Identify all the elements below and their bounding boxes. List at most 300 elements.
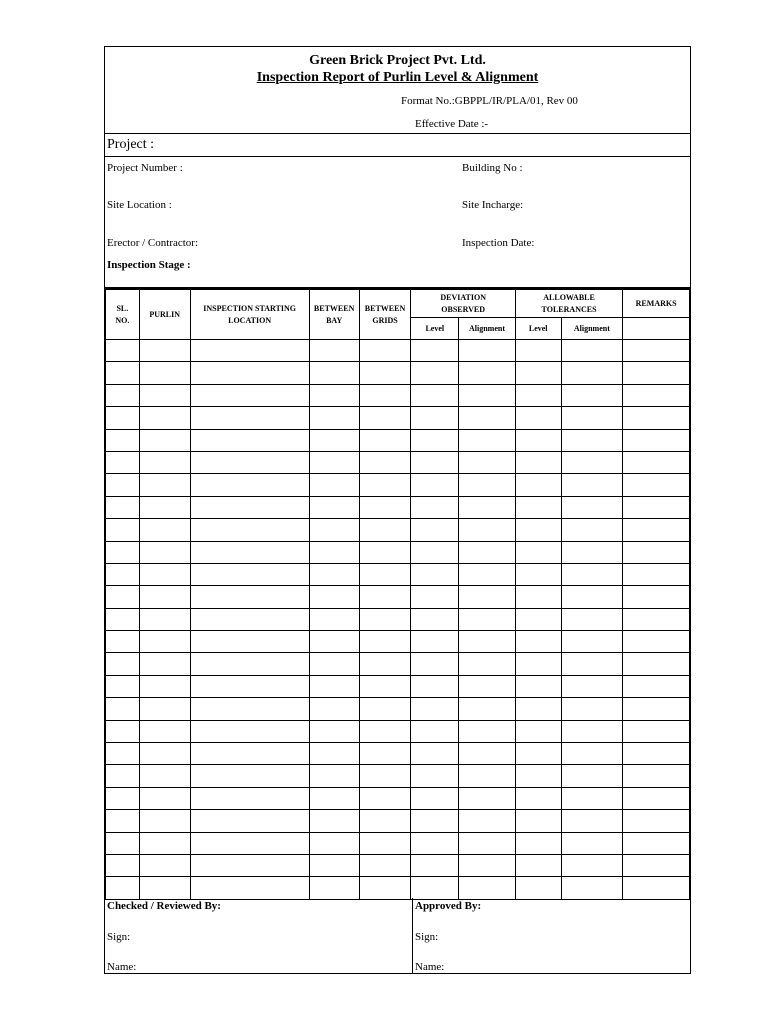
table-cell[interactable]: [561, 877, 623, 899]
table-cell[interactable]: [190, 832, 309, 854]
table-cell[interactable]: [139, 810, 190, 832]
table-cell[interactable]: [309, 519, 359, 541]
table-cell[interactable]: [359, 608, 411, 630]
table-cell[interactable]: [623, 765, 690, 787]
site-location-field[interactable]: Site Location :: [107, 199, 172, 211]
table-cell[interactable]: [359, 384, 411, 406]
table-cell[interactable]: [139, 429, 190, 451]
table-cell[interactable]: [190, 451, 309, 473]
table-cell[interactable]: [411, 653, 459, 675]
table-cell[interactable]: [561, 743, 623, 765]
table-cell[interactable]: [190, 362, 309, 384]
header-allowable-tolerances: ALLOWABLE TOLERANCES: [515, 290, 622, 318]
table-cell[interactable]: [139, 608, 190, 630]
table-cell[interactable]: [106, 340, 140, 362]
building-no-field[interactable]: Building No :: [462, 162, 523, 174]
table-cell[interactable]: [411, 384, 459, 406]
table-cell[interactable]: [309, 451, 359, 473]
table-cell[interactable]: [411, 765, 459, 787]
table-cell[interactable]: [106, 765, 140, 787]
table-cell[interactable]: [190, 474, 309, 496]
table-cell[interactable]: [309, 563, 359, 585]
table-row: [106, 653, 690, 675]
table-row: [106, 541, 690, 563]
table-row: [106, 631, 690, 653]
table-cell[interactable]: [459, 563, 516, 585]
table-cell[interactable]: [459, 832, 516, 854]
table-cell[interactable]: [190, 384, 309, 406]
table-cell[interactable]: [561, 384, 623, 406]
table-cell[interactable]: [106, 675, 140, 697]
table-cell[interactable]: [515, 563, 561, 585]
table-cell[interactable]: [411, 563, 459, 585]
table-row: [106, 810, 690, 832]
table-cell[interactable]: [515, 810, 561, 832]
table-cell[interactable]: [411, 586, 459, 608]
table-cell[interactable]: [106, 563, 140, 585]
table-cell[interactable]: [106, 854, 140, 876]
table-row: [106, 787, 690, 809]
table-cell[interactable]: [359, 563, 411, 585]
table-cell[interactable]: [459, 854, 516, 876]
header-remarks: REMARKS: [623, 290, 690, 318]
table-cell[interactable]: [106, 451, 140, 473]
erector-contractor-field[interactable]: Erector / Contractor:: [107, 237, 199, 249]
table-cell[interactable]: [359, 429, 411, 451]
table-cell[interactable]: [561, 765, 623, 787]
header-deviation-observed: DEVIATION OBSERVED: [411, 290, 515, 318]
table-cell[interactable]: [515, 429, 561, 451]
table-cell[interactable]: [106, 631, 140, 653]
table-cell[interactable]: [359, 451, 411, 473]
table-cell[interactable]: [139, 720, 190, 742]
table-cell[interactable]: [309, 698, 359, 720]
table-cell[interactable]: [139, 541, 190, 563]
table-cell[interactable]: [561, 586, 623, 608]
header-deviation-alignment: Alignment: [459, 318, 516, 340]
table-cell[interactable]: [623, 698, 690, 720]
header-remarks-sub: [623, 318, 690, 340]
table-cell[interactable]: [623, 451, 690, 473]
table-cell[interactable]: [411, 407, 459, 429]
table-cell[interactable]: [106, 362, 140, 384]
table-cell[interactable]: [561, 675, 623, 697]
table-cell[interactable]: [359, 832, 411, 854]
table-cell[interactable]: [309, 877, 359, 899]
table-cell[interactable]: [515, 698, 561, 720]
table-row: [106, 496, 690, 518]
table-row: [106, 429, 690, 451]
inspection-date-field[interactable]: Inspection Date:: [462, 237, 535, 249]
table-cell[interactable]: [623, 854, 690, 876]
table-cell[interactable]: [459, 586, 516, 608]
table-cell[interactable]: [359, 765, 411, 787]
table-cell[interactable]: [309, 832, 359, 854]
table-cell[interactable]: [561, 563, 623, 585]
table-cell[interactable]: [359, 720, 411, 742]
table-cell[interactable]: [190, 496, 309, 518]
table-cell[interactable]: [561, 720, 623, 742]
table-cell[interactable]: [139, 362, 190, 384]
table-row: [106, 519, 690, 541]
table-cell[interactable]: [561, 631, 623, 653]
table-cell[interactable]: [459, 362, 516, 384]
table-cell[interactable]: [459, 340, 516, 362]
table-cell[interactable]: [359, 810, 411, 832]
header-tolerance-alignment: Alignment: [561, 318, 623, 340]
table-cell[interactable]: [139, 474, 190, 496]
table-cell[interactable]: [515, 765, 561, 787]
table-cell[interactable]: [561, 340, 623, 362]
table-cell[interactable]: [411, 854, 459, 876]
table-cell[interactable]: [139, 877, 190, 899]
table-cell[interactable]: [139, 832, 190, 854]
table-cell[interactable]: [411, 340, 459, 362]
table-cell[interactable]: [411, 362, 459, 384]
header-purlin: PURLIN: [139, 290, 190, 340]
table-cell[interactable]: [359, 787, 411, 809]
table-cell[interactable]: [139, 653, 190, 675]
inspection-stage-field[interactable]: Inspection Stage :: [107, 259, 191, 271]
table-row: [106, 743, 690, 765]
table-cell[interactable]: [359, 340, 411, 362]
table-cell[interactable]: [190, 586, 309, 608]
effective-date: Effective Date :-: [415, 118, 489, 130]
table-cell[interactable]: [411, 877, 459, 899]
table-cell[interactable]: [139, 675, 190, 697]
table-cell[interactable]: [359, 496, 411, 518]
table-cell[interactable]: [309, 765, 359, 787]
header-deviation-level: Level: [411, 318, 459, 340]
table-cell[interactable]: [309, 407, 359, 429]
table-row: [106, 384, 690, 406]
table-cell[interactable]: [623, 407, 690, 429]
table-cell[interactable]: [411, 832, 459, 854]
table-cell[interactable]: [190, 608, 309, 630]
table-cell[interactable]: [561, 541, 623, 563]
table-cell[interactable]: [309, 787, 359, 809]
table-row: [106, 675, 690, 697]
table-cell[interactable]: [106, 429, 140, 451]
header-sl-no: SL. NO.: [106, 290, 140, 340]
table-cell[interactable]: [411, 720, 459, 742]
table-cell[interactable]: [561, 787, 623, 809]
table-cell[interactable]: [561, 496, 623, 518]
table-cell[interactable]: [515, 407, 561, 429]
table-cell[interactable]: [309, 340, 359, 362]
table-cell[interactable]: [515, 340, 561, 362]
table-cell[interactable]: [106, 608, 140, 630]
table-cell[interactable]: [561, 832, 623, 854]
table-cell[interactable]: [623, 496, 690, 518]
table-cell[interactable]: [359, 631, 411, 653]
table-cell[interactable]: [106, 787, 140, 809]
table-cell[interactable]: [515, 541, 561, 563]
table-cell[interactable]: [623, 384, 690, 406]
table-cell[interactable]: [623, 877, 690, 899]
table-cell[interactable]: [309, 743, 359, 765]
table-cell[interactable]: [139, 586, 190, 608]
table-cell[interactable]: [139, 340, 190, 362]
table-cell[interactable]: [459, 496, 516, 518]
table-cell[interactable]: [309, 854, 359, 876]
table-cell[interactable]: [359, 474, 411, 496]
table-cell[interactable]: [561, 451, 623, 473]
table-cell[interactable]: [190, 765, 309, 787]
table-cell[interactable]: [106, 698, 140, 720]
table-cell[interactable]: [106, 407, 140, 429]
table-cell[interactable]: [309, 541, 359, 563]
table-cell[interactable]: [190, 563, 309, 585]
name-left-field[interactable]: Name:: [107, 961, 137, 973]
table-cell[interactable]: [459, 519, 516, 541]
table-cell[interactable]: [515, 474, 561, 496]
table-cell[interactable]: [190, 541, 309, 563]
table-cell[interactable]: [411, 631, 459, 653]
table-cell[interactable]: [623, 653, 690, 675]
table-cell[interactable]: [309, 496, 359, 518]
table-cell[interactable]: [359, 698, 411, 720]
table-cell[interactable]: [459, 631, 516, 653]
table-cell[interactable]: [309, 608, 359, 630]
table-cell[interactable]: [190, 698, 309, 720]
table-cell[interactable]: [359, 675, 411, 697]
table-cell[interactable]: [623, 586, 690, 608]
table-cell[interactable]: [623, 519, 690, 541]
table-cell[interactable]: [561, 362, 623, 384]
table-cell[interactable]: [309, 810, 359, 832]
table-cell[interactable]: [515, 877, 561, 899]
table-cell[interactable]: [411, 810, 459, 832]
table-cell[interactable]: [623, 810, 690, 832]
table-cell[interactable]: [515, 675, 561, 697]
table-cell[interactable]: [623, 832, 690, 854]
table-cell[interactable]: [411, 541, 459, 563]
table-cell[interactable]: [623, 563, 690, 585]
table-cell[interactable]: [561, 407, 623, 429]
table-row: [106, 698, 690, 720]
table-cell[interactable]: [359, 743, 411, 765]
table-cell[interactable]: [459, 608, 516, 630]
table-cell[interactable]: [459, 384, 516, 406]
table-cell[interactable]: [515, 787, 561, 809]
table-cell[interactable]: [515, 631, 561, 653]
table-cell[interactable]: [359, 407, 411, 429]
table-cell[interactable]: [515, 608, 561, 630]
table-cell[interactable]: [411, 698, 459, 720]
table-cell[interactable]: [515, 496, 561, 518]
table-cell[interactable]: [190, 787, 309, 809]
table-cell[interactable]: [309, 384, 359, 406]
table-cell[interactable]: [411, 451, 459, 473]
table-cell[interactable]: [359, 586, 411, 608]
table-cell[interactable]: [561, 519, 623, 541]
table-row: [106, 608, 690, 630]
table-cell[interactable]: [411, 496, 459, 518]
table-cell[interactable]: [623, 675, 690, 697]
company-name: Green Brick Project Pvt. Ltd.: [309, 53, 486, 68]
table-cell[interactable]: [515, 653, 561, 675]
table-cell[interactable]: [139, 496, 190, 518]
table-cell[interactable]: [139, 519, 190, 541]
table-cell[interactable]: [515, 832, 561, 854]
table-cell[interactable]: [139, 787, 190, 809]
table-cell[interactable]: [515, 362, 561, 384]
table-cell[interactable]: [309, 653, 359, 675]
table-cell[interactable]: [190, 340, 309, 362]
table-cell[interactable]: [190, 854, 309, 876]
table-cell[interactable]: [459, 720, 516, 742]
project-number-field[interactable]: Project Number :: [107, 162, 183, 174]
table-cell[interactable]: [139, 407, 190, 429]
table-cell[interactable]: [106, 519, 140, 541]
table-cell[interactable]: [561, 854, 623, 876]
table-cell[interactable]: [411, 429, 459, 451]
table-cell[interactable]: [561, 474, 623, 496]
table-cell[interactable]: [515, 384, 561, 406]
table-cell[interactable]: [623, 720, 690, 742]
table-cell[interactable]: [359, 519, 411, 541]
table-cell[interactable]: [359, 541, 411, 563]
table-cell[interactable]: [359, 854, 411, 876]
table-row: [106, 474, 690, 496]
table-cell[interactable]: [106, 384, 140, 406]
table-cell[interactable]: [139, 765, 190, 787]
table-cell[interactable]: [309, 586, 359, 608]
table-cell[interactable]: [139, 563, 190, 585]
table-cell[interactable]: [623, 743, 690, 765]
table-cell[interactable]: [459, 474, 516, 496]
format-number: Format No.:GBPPL/IR/PLA/01, Rev 00: [401, 95, 578, 107]
table-cell[interactable]: [190, 675, 309, 697]
table-cell[interactable]: [106, 474, 140, 496]
table-cell[interactable]: [309, 474, 359, 496]
table-cell[interactable]: [623, 541, 690, 563]
table-cell[interactable]: [106, 743, 140, 765]
table-cell[interactable]: [106, 877, 140, 899]
table-cell[interactable]: [561, 810, 623, 832]
table-cell[interactable]: [309, 631, 359, 653]
table-cell[interactable]: [139, 743, 190, 765]
table-cell[interactable]: [190, 429, 309, 451]
table-cell[interactable]: [139, 451, 190, 473]
approved-by-label: Approved By:: [415, 900, 482, 912]
table-cell[interactable]: [561, 608, 623, 630]
table-cell[interactable]: [459, 451, 516, 473]
table-cell[interactable]: [190, 653, 309, 675]
table-cell[interactable]: [515, 720, 561, 742]
table-cell[interactable]: [459, 541, 516, 563]
table-cell[interactable]: [190, 631, 309, 653]
table-cell[interactable]: [459, 429, 516, 451]
table-cell[interactable]: [190, 810, 309, 832]
table-cell[interactable]: [190, 720, 309, 742]
table-cell[interactable]: [623, 787, 690, 809]
table-cell[interactable]: [623, 631, 690, 653]
divider: [105, 156, 690, 157]
table-cell[interactable]: [561, 698, 623, 720]
project-label: Project :: [107, 137, 155, 152]
table-cell[interactable]: [411, 608, 459, 630]
table-cell[interactable]: [309, 362, 359, 384]
header-tolerance-level: Level: [515, 318, 561, 340]
table-cell[interactable]: [309, 675, 359, 697]
table-cell[interactable]: [411, 519, 459, 541]
divider: [105, 133, 690, 134]
table-cell[interactable]: [359, 362, 411, 384]
table-cell[interactable]: [515, 451, 561, 473]
table-cell[interactable]: [459, 787, 516, 809]
header-inspection-location: INSPECTION STARTING LOCATION: [190, 290, 309, 340]
site-incharge-field[interactable]: Site Incharge:: [462, 199, 524, 211]
table-row: [106, 407, 690, 429]
table-cell[interactable]: [190, 743, 309, 765]
table-cell[interactable]: [459, 765, 516, 787]
table-cell[interactable]: [190, 877, 309, 899]
table-cell[interactable]: [411, 743, 459, 765]
table-row: [106, 362, 690, 384]
table-cell[interactable]: [359, 653, 411, 675]
table-cell[interactable]: [106, 653, 140, 675]
table-cell[interactable]: [411, 675, 459, 697]
table-cell[interactable]: [459, 407, 516, 429]
sign-left-field[interactable]: Sign:: [107, 931, 131, 943]
table-cell[interactable]: [623, 608, 690, 630]
table-cell[interactable]: [411, 474, 459, 496]
table-cell[interactable]: [106, 832, 140, 854]
table-cell[interactable]: [623, 429, 690, 451]
table-cell[interactable]: [459, 810, 516, 832]
table-cell[interactable]: [459, 698, 516, 720]
table-row: [106, 340, 690, 362]
table-cell[interactable]: [106, 720, 140, 742]
table-cell[interactable]: [515, 854, 561, 876]
table-cell[interactable]: [561, 653, 623, 675]
table-cell[interactable]: [139, 631, 190, 653]
table-cell[interactable]: [106, 496, 140, 518]
table-cell[interactable]: [459, 653, 516, 675]
table-cell[interactable]: [106, 586, 140, 608]
table-cell[interactable]: [309, 720, 359, 742]
table-cell[interactable]: [190, 519, 309, 541]
table-cell[interactable]: [190, 407, 309, 429]
table-cell[interactable]: [309, 429, 359, 451]
table-cell[interactable]: [139, 854, 190, 876]
table-row: [106, 563, 690, 585]
table-cell[interactable]: [411, 787, 459, 809]
table-cell[interactable]: [623, 362, 690, 384]
table-cell[interactable]: [515, 586, 561, 608]
table-cell[interactable]: [623, 340, 690, 362]
table-cell[interactable]: [561, 429, 623, 451]
signature-divider: [412, 898, 413, 973]
table-cell[interactable]: [459, 675, 516, 697]
table-cell[interactable]: [459, 877, 516, 899]
table-cell[interactable]: [106, 541, 140, 563]
table-cell[interactable]: [139, 698, 190, 720]
sign-right-field[interactable]: Sign:: [415, 931, 439, 943]
table-cell[interactable]: [515, 743, 561, 765]
table-cell[interactable]: [515, 519, 561, 541]
report-title: [105, 70, 690, 86]
table-cell[interactable]: [459, 743, 516, 765]
table-cell[interactable]: [139, 384, 190, 406]
table-cell[interactable]: [359, 877, 411, 899]
inspection-report-form: [104, 46, 691, 974]
table-cell[interactable]: [623, 474, 690, 496]
table-cell[interactable]: [106, 810, 140, 832]
name-right-field[interactable]: Name:: [415, 961, 445, 973]
